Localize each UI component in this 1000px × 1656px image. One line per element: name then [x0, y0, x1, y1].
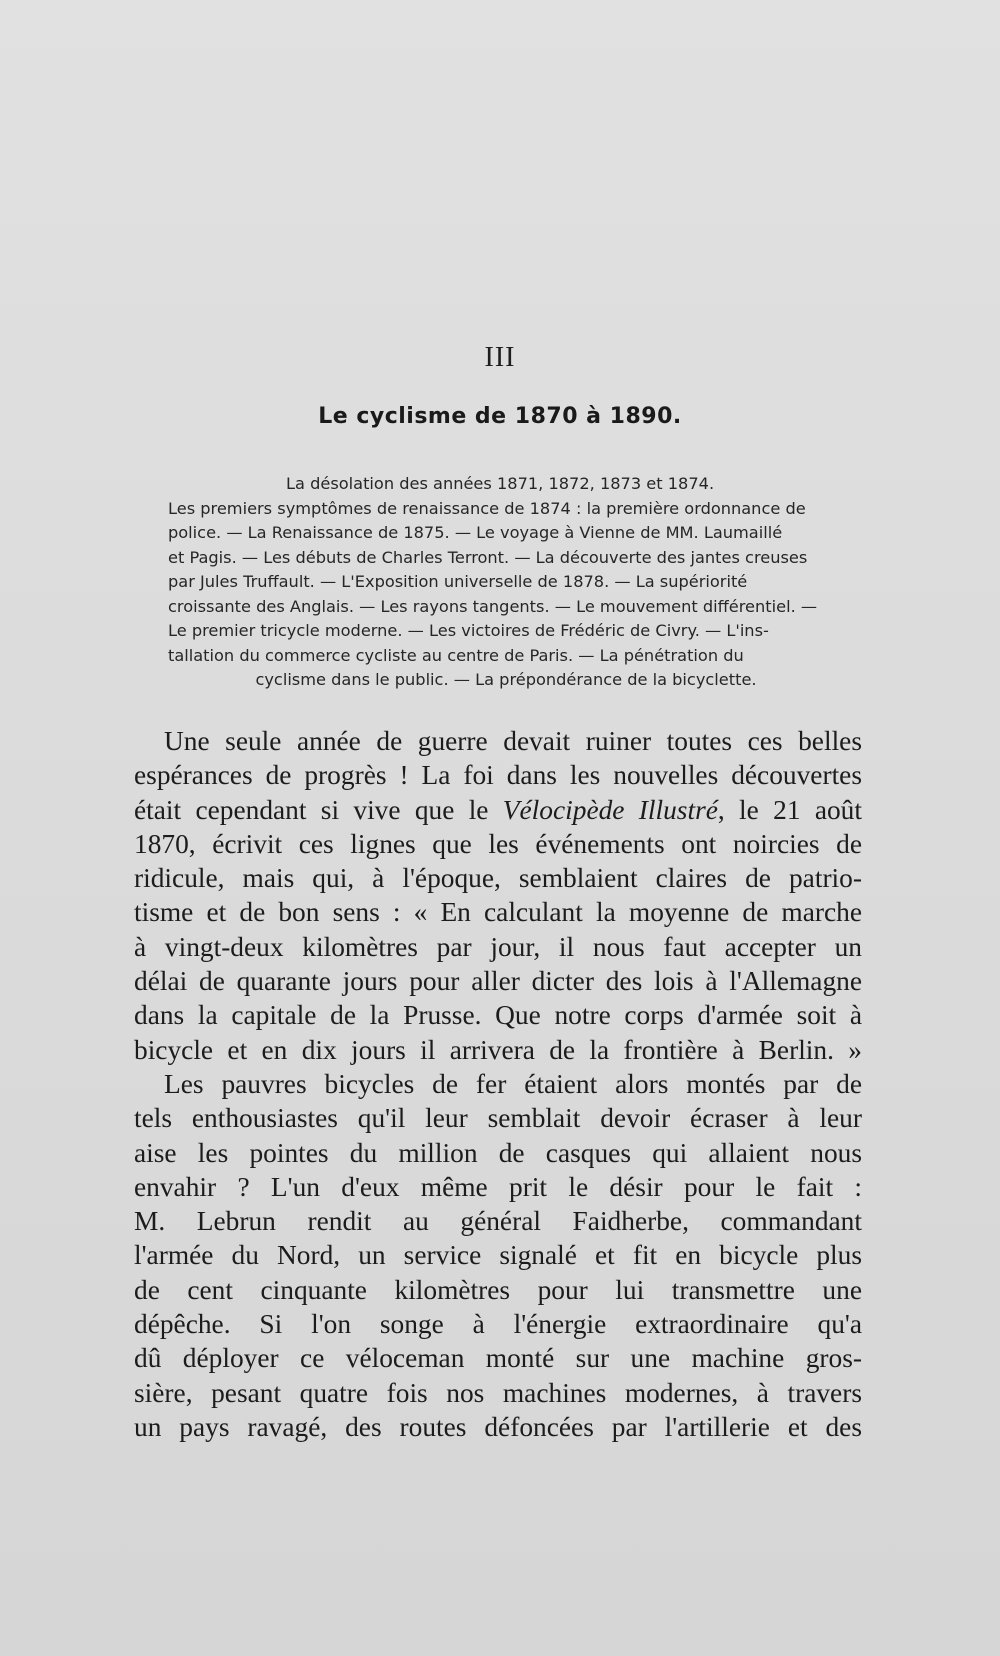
journal-title: Vélocipède Illustré — [502, 794, 718, 825]
chapter-number: III — [484, 342, 516, 373]
body-line: dépêche. Si l'on songe à l'énergie extraordinaire qu'a — [134, 1309, 862, 1340]
body-line: dû déployer ce véloceman monté sur une machine gros- — [134, 1343, 862, 1374]
body-line: délai de quarante jours pour aller dicter des lois à l'Allemagne — [134, 966, 862, 997]
body-line: tisme et de bon sens : « En calculant la moyenne de marche — [134, 897, 862, 928]
body-text — [134, 724, 862, 1444]
body-line — [134, 793, 862, 827]
body-text-segment: était cependant si vive que le — [134, 794, 503, 825]
summary-line: Les premiers symptômes de renaissance de 1874 : la première ordonnance de — [168, 498, 806, 518]
body-line: aise les pointes du million de casques qui allaient nous — [134, 1137, 862, 1168]
body-line: de cent cinquante kilomètres pour lui transmettre une — [134, 1274, 862, 1305]
summary-line: croissante des Anglais. — Les rayons tangents. — Le mouvement différentiel. — — [168, 596, 818, 616]
summary-line: et Pagis. — Les débuts de Charles Terront. — La découverte des jantes creuses — [168, 547, 808, 567]
body-line: sière, pesant quatre fois nos machines modernes, à travers — [134, 1377, 862, 1408]
body-text-segment: , le 21 août — [717, 794, 862, 825]
chapter-summary — [168, 472, 844, 693]
body-line: ridicule, mais qui, à l'époque, semblaient claires de patrio- — [134, 863, 862, 894]
summary-line: par Jules Truffault. — L'Exposition universelle de 1878. — La supériorité — [168, 572, 748, 591]
body-line: M. Lebrun rendit au général Faidherbe, commandant — [134, 1206, 862, 1237]
body-line: espérances de progrès ! La foi dans les nouvelles découvertes — [134, 760, 862, 791]
body-line: envahir ? L'un d'eux même prit le désir pour le fait : — [134, 1171, 862, 1202]
summary-line: La désolation des années 1871, 1872, 1873 et 1874. — [286, 474, 715, 493]
body-line: Une seule année de guerre devait ruiner toutes ces belles — [164, 726, 862, 756]
chapter-title: Le cyclisme de 1870 à 1890. — [318, 404, 682, 429]
body-line: bicycle et en dix jours il arrivera de la frontière à Berlin. » — [134, 1034, 862, 1065]
body-line: l'armée du Nord, un service signalé et fit en bicycle plus — [134, 1240, 862, 1271]
body-line: à vingt-deux kilomètres par jour, il nous faut accepter un — [134, 931, 862, 962]
body-line: 1870, écrivit ces lignes que les événements ont noircies de — [134, 828, 862, 859]
body-line: Les pauvres bicycles de fer étaient alors montés par de — [164, 1068, 862, 1099]
body-line: tels enthousiastes qu'il leur semblait devoir écraser à leur — [134, 1103, 862, 1134]
summary-line: cyclisme dans le public. — La prépondérance de la bicyclette. — [255, 670, 757, 689]
body-line: un pays ravagé, des routes défoncées par l'artillerie et des — [134, 1411, 862, 1442]
summary-line: Le premier tricycle moderne. — Les victoires de Frédéric de Civry. — L'ins- — [168, 621, 769, 640]
body-line: dans la capitale de la Prusse. Que notre corps d'armée soit à — [134, 1000, 862, 1031]
summary-line: police. — La Renaissance de 1875. — Le voyage à Vienne de MM. Laumaillé — [168, 523, 783, 542]
summary-line: tallation du commerce cycliste au centre de Paris. — La pénétration du — [168, 645, 744, 665]
